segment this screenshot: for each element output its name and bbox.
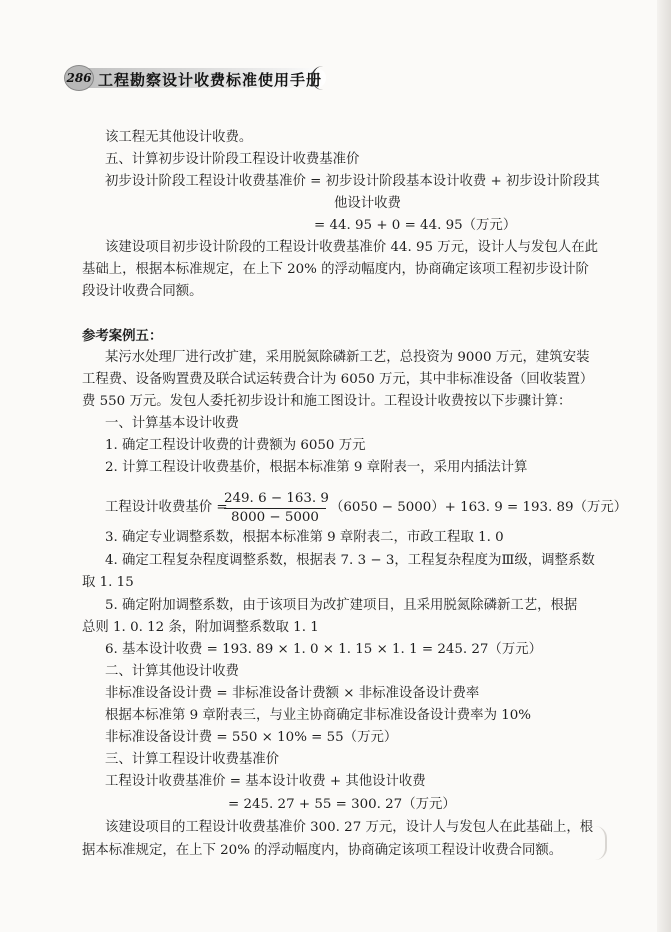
- formula-rest: （6050 − 5000）+ 163. 9 = 193. 89（万元）: [330, 500, 628, 515]
- text-line: 该建设项目的工程设计收费基准价 300. 27 万元，设计人与发包人在此基础上，根: [105, 820, 594, 835]
- step-line: 3. 确定专业调整系数，根据本标准第 9 章附表二，市政工程取 1. 0: [105, 530, 504, 545]
- step-line: 1. 确定工程设计收费的计费额为 6050 万元: [105, 438, 366, 453]
- text-line: 取 1. 15: [82, 575, 134, 590]
- section-heading: 五、计算初步设计阶段工程设计收费基准价: [105, 152, 360, 167]
- book-title: 工程勘察设计收费标准使用手册: [98, 71, 323, 89]
- text-line: 工程费、设备购置费及联合试运转费合计为 6050 万元，其中非标准设备（回收装置）: [82, 372, 594, 387]
- text-line: 某污水处理厂进行改扩建，采用脱氮除磷新工艺，总投资为 9000 万元，建筑安装: [105, 350, 590, 365]
- text-line: 据本标准规定，在上下 20% 的浮动幅度内，协商确定该项工程设计收费合同额。: [82, 843, 563, 858]
- step-line: 5. 确定附加调整系数，由于该项目为改扩建项目，且采用脱氮除磷新工艺，根据: [105, 598, 578, 613]
- text-line: 段设计收费合同额。: [82, 284, 203, 299]
- section-heading: 三、计算工程设计收费基准价: [105, 752, 280, 767]
- equation-line: 非标准设备设计费 = 550 × 10% = 55（万元）: [105, 730, 398, 745]
- text-line: 非标准设备设计费 = 非标准设备计费额 × 非标准设备设计费率: [105, 686, 480, 701]
- page-curl-shadow: [595, 826, 607, 860]
- text-line: 总则 1. 0. 12 条，附加调整系数取 1. 1: [82, 620, 319, 635]
- text-line: 该工程无其他设计收费。: [105, 130, 253, 145]
- step-line: 6. 基本设计收费 = 193. 89 × 1. 0 × 1. 15 × 1. 1 = 245. 27（万元）: [105, 642, 542, 657]
- text-line: 费 550 万元。发包人委托初步设计和施工图设计。工程设计收费按以下步骤计算：: [82, 394, 572, 409]
- equation-line: = 44. 95 + 0 = 44. 95（万元）: [314, 218, 517, 233]
- running-header: [64, 62, 326, 92]
- text-line: 他设计收费: [334, 196, 401, 211]
- fraction-denominator: 8000 − 5000: [231, 510, 319, 525]
- formula-label: 工程设计收费基价 =: [105, 500, 228, 515]
- formula-fraction: [224, 491, 329, 526]
- case-heading: 参考案例五：: [82, 328, 163, 344]
- equation-line: = 245. 27 + 55 = 300. 27（万元）: [228, 797, 456, 812]
- page-number: 286: [64, 65, 94, 91]
- step-line: 2. 计算工程设计收费基价，根据本标准第 9 章附表一，采用内插法计算: [105, 460, 528, 475]
- step-line: 4. 确定工程复杂程度调整系数，根据表 7. 3 − 3，工程复杂程度为Ⅲ级，调整系数: [105, 553, 595, 568]
- page-edge-shadow: [657, 0, 671, 932]
- text-line: 根据本标准第 9 章附表三，与业主协商确定非标准设备设计费率为 10%: [105, 708, 531, 723]
- text-line: 基础上，根据本标准规定，在上下 20% 的浮动幅度内，协商确定该项工程初步设计阶: [82, 262, 589, 277]
- section-heading: 二、计算其他设计收费: [105, 664, 239, 679]
- section-heading: 一、计算基本设计收费: [105, 416, 239, 431]
- text-line: 该建设项目初步设计阶段的工程设计收费基准价 44. 95 万元，设计人与发包人在此: [105, 240, 598, 255]
- equation-line: 工程设计收费基准价 = 基本设计收费 + 其他设计收费: [105, 774, 426, 789]
- fraction-numerator: 249. 6 − 163. 9: [224, 491, 326, 509]
- text-line: 初步设计阶段工程设计收费基准价 = 初步设计阶段基本设计收费 + 初步设计阶段其: [105, 174, 600, 189]
